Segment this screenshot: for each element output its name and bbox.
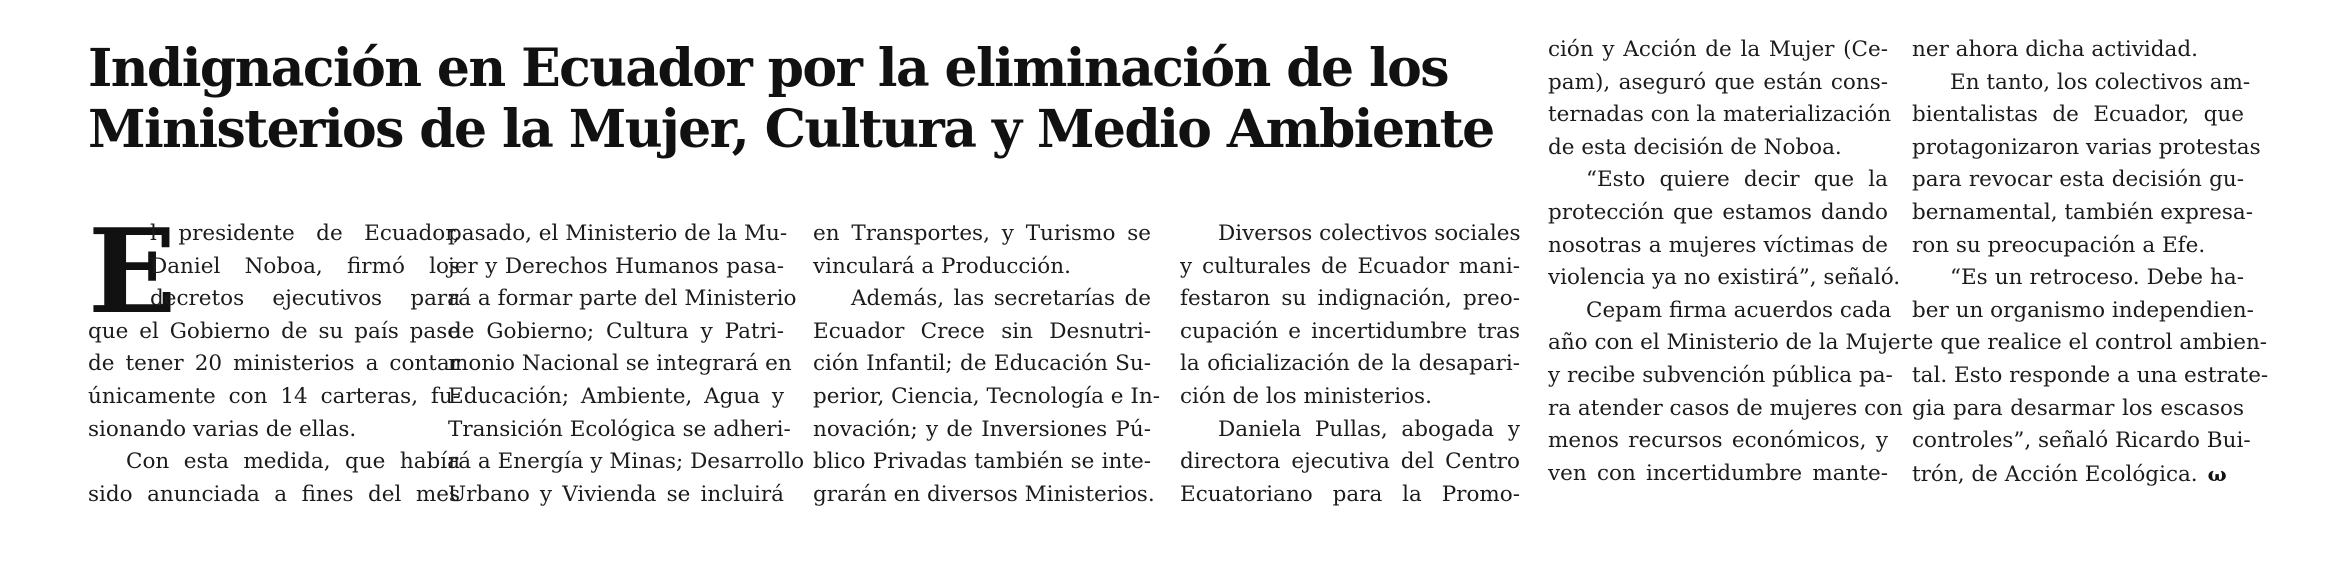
text-line: ción y Acción de la Mujer (Ce- xyxy=(1548,37,1888,62)
text-line: perior, Ciencia, Tecnología e In- xyxy=(813,383,1160,409)
text-line: vinculará a Producción. xyxy=(813,253,1071,279)
final-text: trón, de Acción Ecológica. xyxy=(1912,461,2198,487)
text-line: grarán en diversos Ministerios. xyxy=(813,481,1155,507)
text-line: ra atender casos de mujeres con xyxy=(1548,395,1903,421)
text-line: l presidente de Ecuador, xyxy=(150,221,460,246)
text-line: jer y Derechos Humanos pasa- xyxy=(448,253,784,279)
text-line: decretos ejecutivos para xyxy=(150,286,460,312)
text-line: que el Gobierno de su país pase xyxy=(88,318,460,344)
headline xyxy=(88,38,1508,160)
text-line: nosotras a mujeres víctimas de xyxy=(1548,232,1888,258)
text-line: y culturales de Ecuador mani- xyxy=(1180,253,1520,279)
end-mark-icon: ω xyxy=(2207,461,2227,486)
text-line: Urbano y Vivienda se incluirá xyxy=(448,481,784,507)
text-line: Transición Ecológica se adheri- xyxy=(448,416,791,442)
text-line: de tener 20 ministerios a contar xyxy=(88,351,460,377)
text-line: Diversos colectivos sociales xyxy=(1218,221,1521,246)
text-line: te que realice el control ambien- xyxy=(1912,330,2268,356)
text-line: Daniel Noboa, firmó los xyxy=(150,253,460,279)
text-line: directora ejecutiva del Centro xyxy=(1180,449,1520,475)
text-line: protagonizaron varias protestas xyxy=(1912,134,2261,160)
text-line: “Es un retroceso. Debe ha- xyxy=(1950,265,2244,291)
text-line: Ecuatoriano para la Promo- xyxy=(1180,481,1520,507)
text-line: En tanto, los colectivos am- xyxy=(1950,69,2251,95)
text-line: sionando varias de ellas. xyxy=(88,416,357,442)
text-line: cupación e incertidumbre tras xyxy=(1180,318,1520,344)
text-line xyxy=(1912,458,2244,492)
text-line: gia para desarmar los escasos xyxy=(1912,395,2244,421)
text-line: rá a Energía y Minas; Desarrollo xyxy=(448,449,805,475)
text-line: para revocar esta decisión gu- xyxy=(1912,167,2244,193)
text-line: tal. Esto responde a una estrate- xyxy=(1912,362,2269,388)
text-line: “Esto quiere decir que la xyxy=(1586,167,1888,193)
text-line: de Gobierno; Cultura y Patri- xyxy=(448,318,784,344)
text-line: Daniela Pullas, abogada y xyxy=(1218,416,1520,442)
text-line: menos recursos económicos, y xyxy=(1548,428,1888,454)
text-line: controles”, señaló Ricardo Bui- xyxy=(1912,428,2251,454)
text-line: ron su preocupación a Efe. xyxy=(1912,232,2206,258)
text-line: bernamental, también expresa- xyxy=(1912,199,2254,225)
text-line: Cepam firma acuerdos cada xyxy=(1586,297,1892,323)
text-line: monio Nacional se integrará en xyxy=(448,351,792,377)
article-column-1 xyxy=(88,204,460,511)
text-line: año con el Ministerio de la Mujer xyxy=(1548,330,1911,356)
article-column-6 xyxy=(1912,34,2269,491)
text-line: Además, las secretarías de xyxy=(851,286,1151,312)
headline-line-2: Ministerios de la Mujer, Cultura y Medio Ambiente xyxy=(88,99,1494,160)
text-line: pam), aseguró que están cons- xyxy=(1548,69,1888,95)
text-line: protección que estamos dando xyxy=(1548,199,1888,225)
text-line: novación; y de Inversiones Pú- xyxy=(813,416,1151,442)
text-line: Con esta medida, que había xyxy=(126,449,460,475)
text-line: ven con incertidumbre mante- xyxy=(1548,460,1888,486)
text-line: ber un organismo independien- xyxy=(1912,297,2254,323)
text-line: festaron su indignación, preo- xyxy=(1180,286,1520,312)
text-line: violencia ya no existirá”, señaló. xyxy=(1548,265,1901,291)
text-line: blico Privadas también se inte- xyxy=(813,449,1151,475)
text-line: ción de los ministerios. xyxy=(1180,383,1432,409)
text-line: ner ahora dicha actividad. xyxy=(1912,37,2198,62)
headline-line-1: Indignación en Ecuador por la eliminación de los xyxy=(88,38,1448,99)
drop-cap: E xyxy=(88,204,177,340)
text-line: rá a formar parte del Ministerio xyxy=(448,286,797,312)
text-line: pasado, el Ministerio de la Mu- xyxy=(448,221,788,246)
text-line: Educación; Ambiente, Agua y xyxy=(448,383,784,409)
article-column-5 xyxy=(1548,34,1911,490)
text-line: en Transportes, y Turismo se xyxy=(813,221,1151,246)
text-line: Ecuador Crece sin Desnutri- xyxy=(813,318,1151,344)
article-column-3 xyxy=(813,218,1160,511)
article-column-2 xyxy=(448,218,805,511)
text-line: ción Infantil; de Educación Su- xyxy=(813,351,1151,377)
article-column-4 xyxy=(1180,218,1520,511)
text-line: de esta decisión de Noboa. xyxy=(1548,134,1842,160)
text-line: únicamente con 14 carteras, fu- xyxy=(88,383,460,409)
text-line: ternadas con la materialización xyxy=(1548,102,1892,128)
text-line: sido anunciada a fines del mes xyxy=(88,481,460,507)
text-line: y recibe subvención pública pa- xyxy=(1548,362,1893,388)
text-line: la oficialización de la desapari- xyxy=(1180,351,1520,377)
text-line: bientalistas de Ecuador, que xyxy=(1912,102,2244,128)
